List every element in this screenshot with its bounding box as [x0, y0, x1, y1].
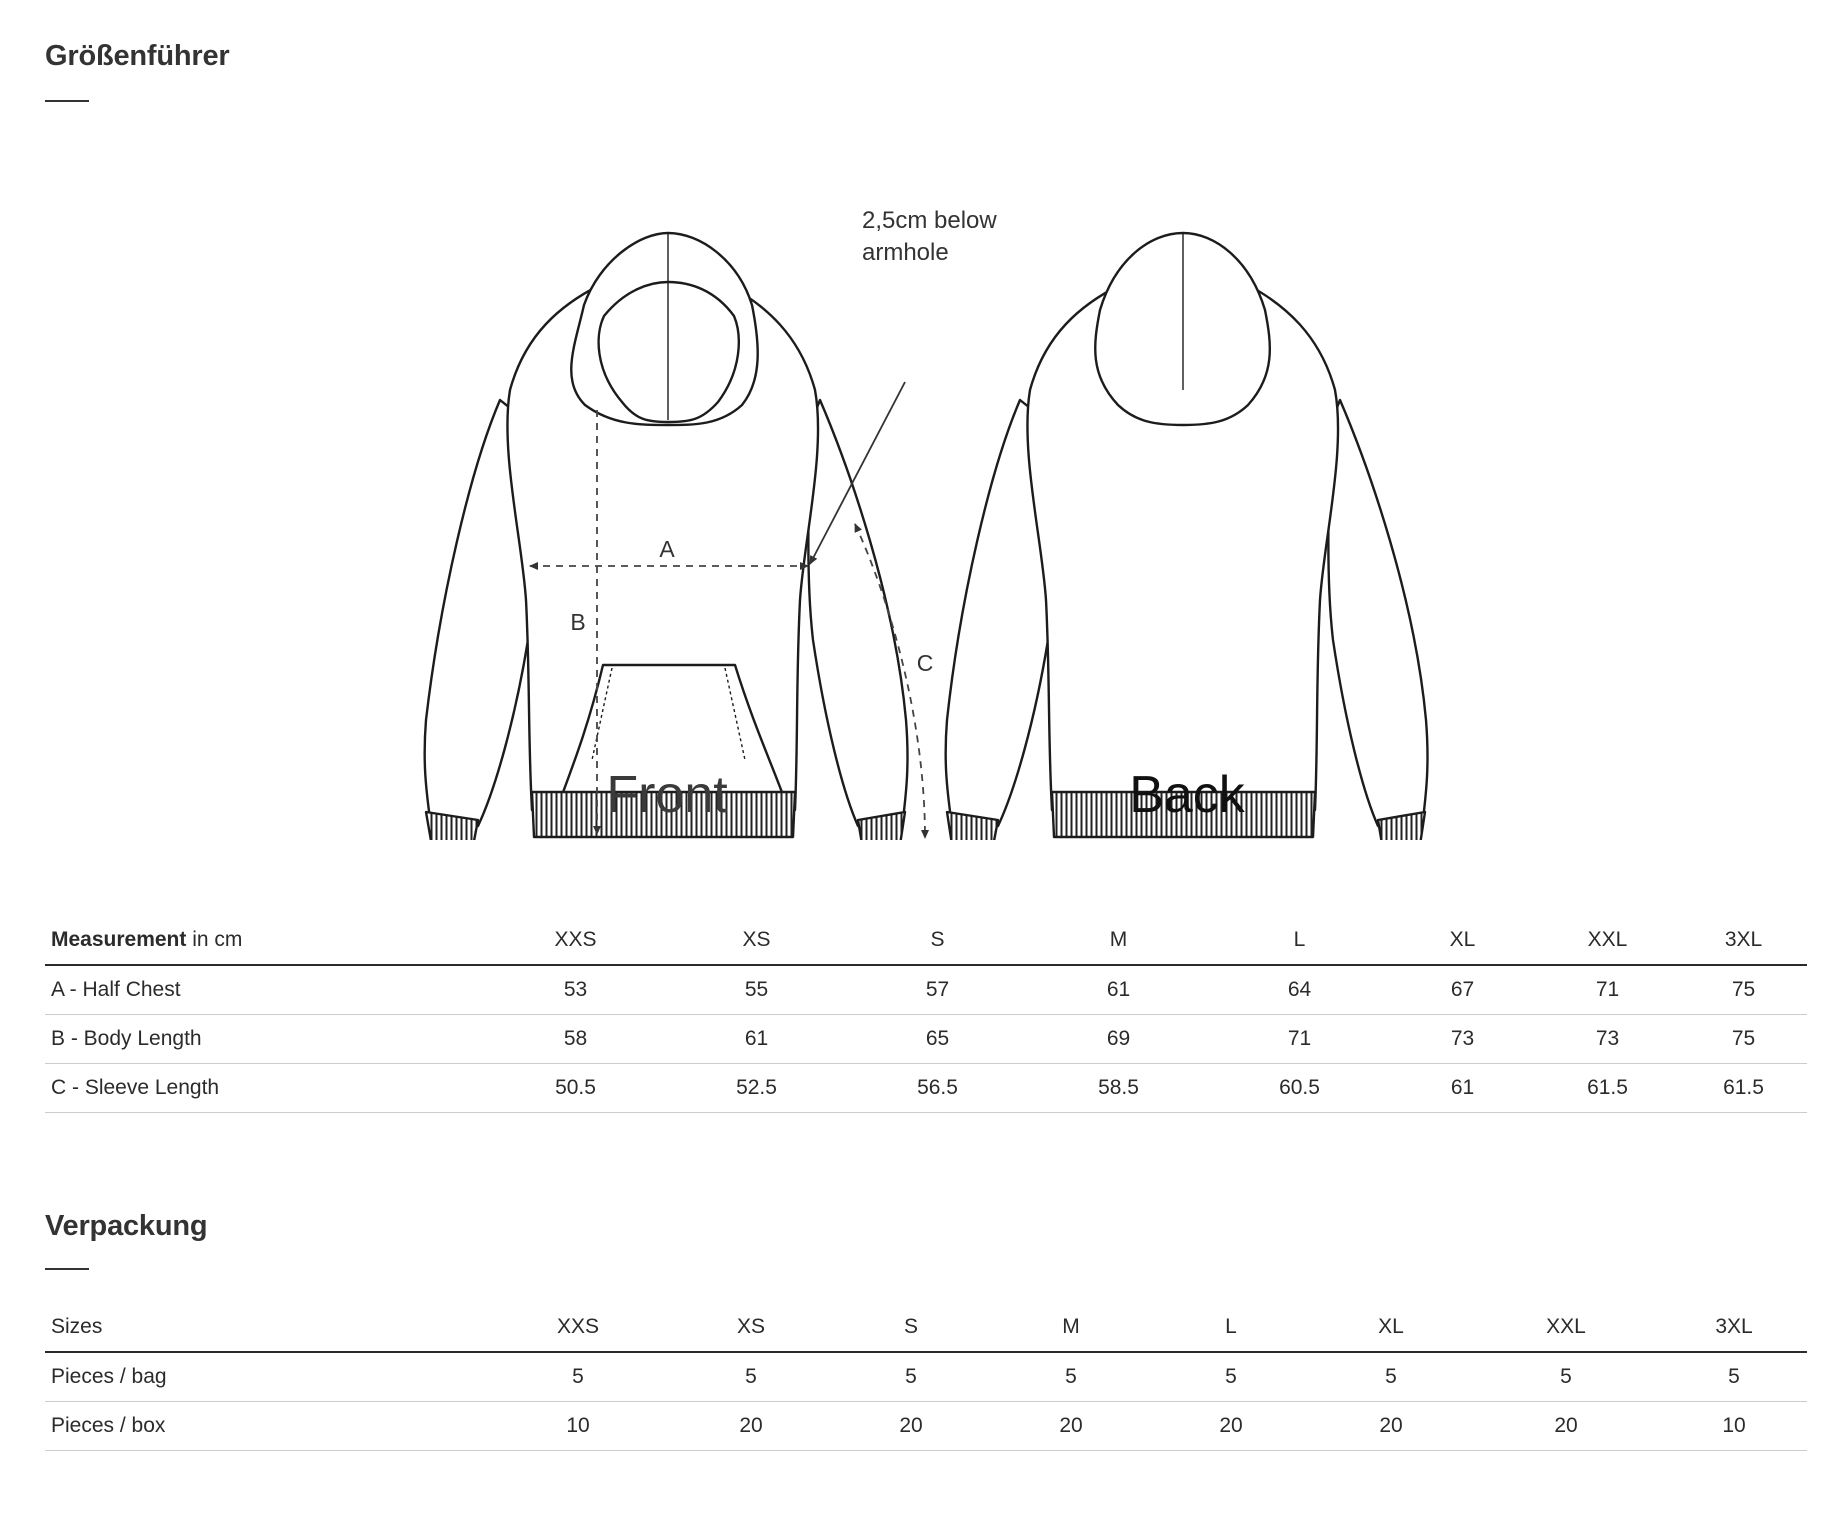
body-length-marker: B	[570, 609, 586, 635]
table-cell: 20	[1059, 1414, 1083, 1437]
table-cell: 57	[925, 978, 950, 1001]
armhole-note-line-1: 2,5cm below	[862, 207, 997, 234]
table-cell: 5	[1385, 1365, 1397, 1388]
table-cell: 64	[1287, 978, 1312, 1001]
size-guide-title: Größenführer	[45, 40, 230, 72]
half-chest-marker: A	[659, 536, 675, 562]
packaging-header-label: Sizes	[51, 1315, 103, 1338]
table-cell: 60.5	[1279, 1076, 1320, 1099]
table-cell: 5	[1065, 1365, 1077, 1388]
table-cell: 50.5	[555, 1076, 596, 1099]
table-row	[45, 1015, 1807, 1064]
table-cell: 69	[1106, 1027, 1131, 1050]
measurement-header-bold: Measurement	[51, 928, 187, 951]
row-label: C - Sleeve Length	[51, 1076, 220, 1099]
size-header: XL	[1449, 928, 1476, 951]
size-header: S	[930, 928, 945, 951]
measurement-header-row	[45, 916, 1807, 965]
size-header: 3XL	[1724, 928, 1763, 951]
row-label: Pieces / box	[51, 1414, 166, 1437]
table-cell: 58.5	[1098, 1076, 1139, 1099]
size-header: XXS	[556, 1315, 600, 1338]
table-cell: 5	[1225, 1365, 1237, 1388]
row-label: Pieces / bag	[51, 1365, 167, 1388]
table-cell: 10	[566, 1414, 590, 1437]
size-guide-title-underline	[45, 100, 89, 102]
table-cell: 73	[1595, 1027, 1620, 1050]
size-header: S	[903, 1315, 918, 1338]
table-cell: 53	[563, 978, 588, 1001]
back-hoodie-drawing	[946, 233, 1428, 840]
table-cell: 20	[899, 1414, 923, 1437]
table-cell: 61.5	[1723, 1076, 1764, 1099]
table-cell: 5	[1728, 1365, 1740, 1388]
row-label: B - Body Length	[51, 1027, 202, 1050]
table-cell: 65	[925, 1027, 950, 1050]
table-cell: 20	[739, 1414, 763, 1437]
table-cell: 20	[1379, 1414, 1403, 1437]
table-cell: 75	[1731, 1027, 1756, 1050]
table-cell: 58	[563, 1027, 588, 1050]
back-right-sleeve	[1328, 400, 1427, 826]
size-header: L	[1293, 928, 1306, 951]
table-cell: 20	[1554, 1414, 1578, 1437]
table-cell: 20	[1219, 1414, 1243, 1437]
back-view-label: Back	[1129, 766, 1245, 824]
packaging-title: Verpackung	[45, 1210, 208, 1242]
row-label: A - Half Chest	[51, 978, 181, 1001]
table-cell: 5	[1560, 1365, 1572, 1388]
packaging-header-row	[45, 1303, 1807, 1352]
table-cell: 71	[1595, 978, 1620, 1001]
table-cell: 75	[1731, 978, 1756, 1001]
size-header: L	[1225, 1315, 1237, 1338]
sleeve-length-marker: C	[916, 650, 934, 676]
table-cell: 5	[572, 1365, 584, 1388]
table-cell: 61	[744, 1027, 769, 1050]
table-cell: 61	[1106, 978, 1131, 1001]
front-view-label: Front	[606, 766, 728, 824]
size-header: XXL	[1546, 1315, 1586, 1338]
table-row	[45, 1402, 1807, 1451]
table-cell: 55	[744, 978, 769, 1001]
size-header: XXS	[554, 928, 597, 951]
size-header: 3XL	[1715, 1315, 1753, 1338]
table-cell: 5	[745, 1365, 757, 1388]
table-row	[45, 1064, 1807, 1113]
table-cell: 73	[1450, 1027, 1475, 1050]
table-cell: 5	[905, 1365, 917, 1388]
size-header: M	[1062, 1315, 1080, 1338]
size-header: XS	[736, 1315, 765, 1338]
size-header: XL	[1378, 1315, 1404, 1338]
table-cell: 52.5	[736, 1076, 777, 1099]
table-row	[45, 1352, 1807, 1402]
table-cell: 71	[1287, 1027, 1312, 1050]
table-cell: 56.5	[917, 1076, 958, 1099]
table-cell: 61	[1450, 1076, 1475, 1099]
packaging-table	[45, 1303, 1807, 1451]
front-right-sleeve	[808, 400, 907, 826]
measurement-header-label	[45, 916, 485, 965]
front-hood-inner	[599, 282, 739, 422]
packaging-title-underline	[45, 1268, 89, 1270]
size-header: XS	[742, 928, 771, 951]
size-header: M	[1109, 928, 1128, 951]
hoodie-diagram	[0, 120, 1842, 840]
armhole-note-line-2: armhole	[862, 239, 949, 266]
size-header: XXL	[1587, 928, 1628, 951]
table-cell: 67	[1450, 978, 1475, 1001]
measurement-header-unit: in cm	[186, 928, 243, 951]
table-cell: 10	[1722, 1414, 1746, 1437]
table-cell: 61.5	[1587, 1076, 1628, 1099]
table-row	[45, 965, 1807, 1015]
measurement-table	[45, 916, 1807, 1113]
